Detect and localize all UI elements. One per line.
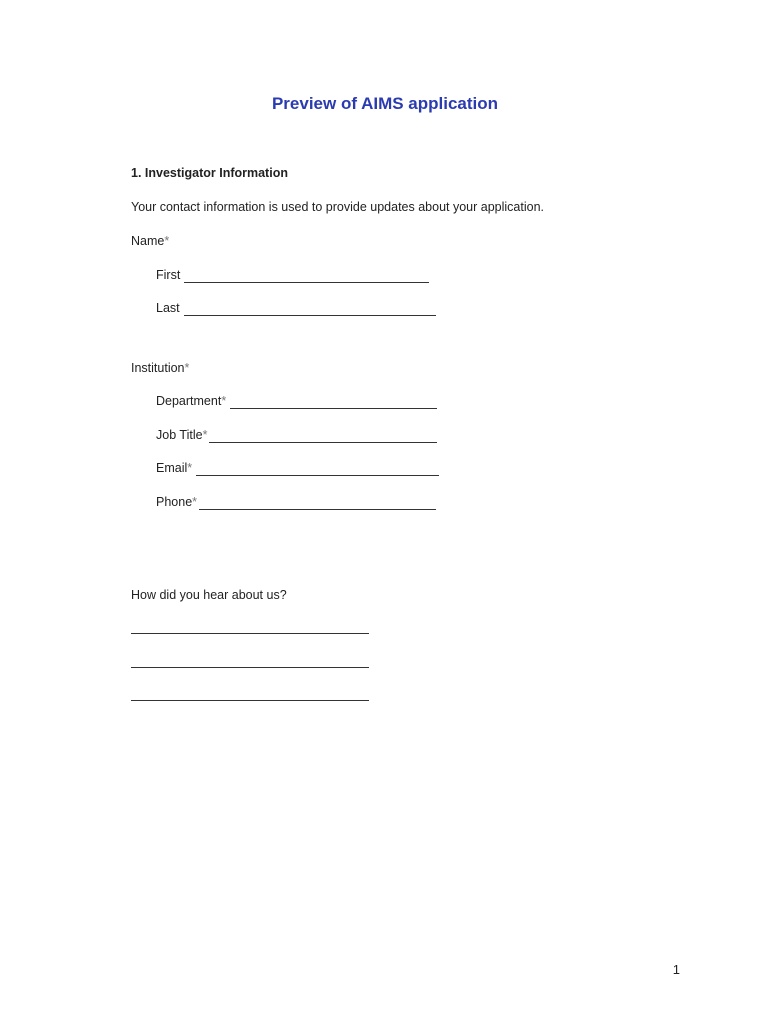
referral-answer-line-2[interactable] [131,667,369,668]
name-label-row [131,233,169,249]
email-label: Email [156,461,188,475]
phone-label: Phone [156,495,193,509]
phone-blank[interactable] [199,497,436,510]
page-title: Preview of AIMS application [271,94,499,113]
first-name-label: First [156,268,181,282]
section-heading: 1. Investigator Information [131,166,288,180]
name-label: Name [131,234,165,248]
email-blank[interactable] [196,463,439,476]
section-description: Your contact information is used to provide updates about your application. [131,200,544,214]
department-field[interactable] [156,393,437,409]
job-title-label: Job Title [156,428,203,442]
required-mark: * [164,234,170,248]
referral-answer-line-3[interactable] [131,700,369,701]
first-name-blank[interactable] [184,270,429,283]
referral-answer-line-1[interactable] [131,633,369,634]
email-field[interactable] [156,460,439,476]
required-mark: * [221,394,227,408]
phone-field[interactable] [156,494,436,510]
last-name-label: Last [156,301,180,315]
institution-label-row [131,360,189,376]
referral-question: How did you hear about us? [131,588,287,602]
required-mark: * [192,495,198,509]
required-mark: * [184,361,190,375]
first-name-field[interactable] [156,267,429,283]
last-name-blank[interactable] [184,303,436,316]
job-title-blank[interactable] [209,430,437,443]
department-blank[interactable] [230,396,437,409]
page-number: 1 [672,962,680,977]
department-label: Department [156,394,222,408]
institution-label: Institution [131,361,185,375]
required-mark: * [202,428,208,442]
required-mark: * [187,461,193,475]
last-name-field[interactable] [156,300,436,316]
job-title-field[interactable] [156,427,437,443]
